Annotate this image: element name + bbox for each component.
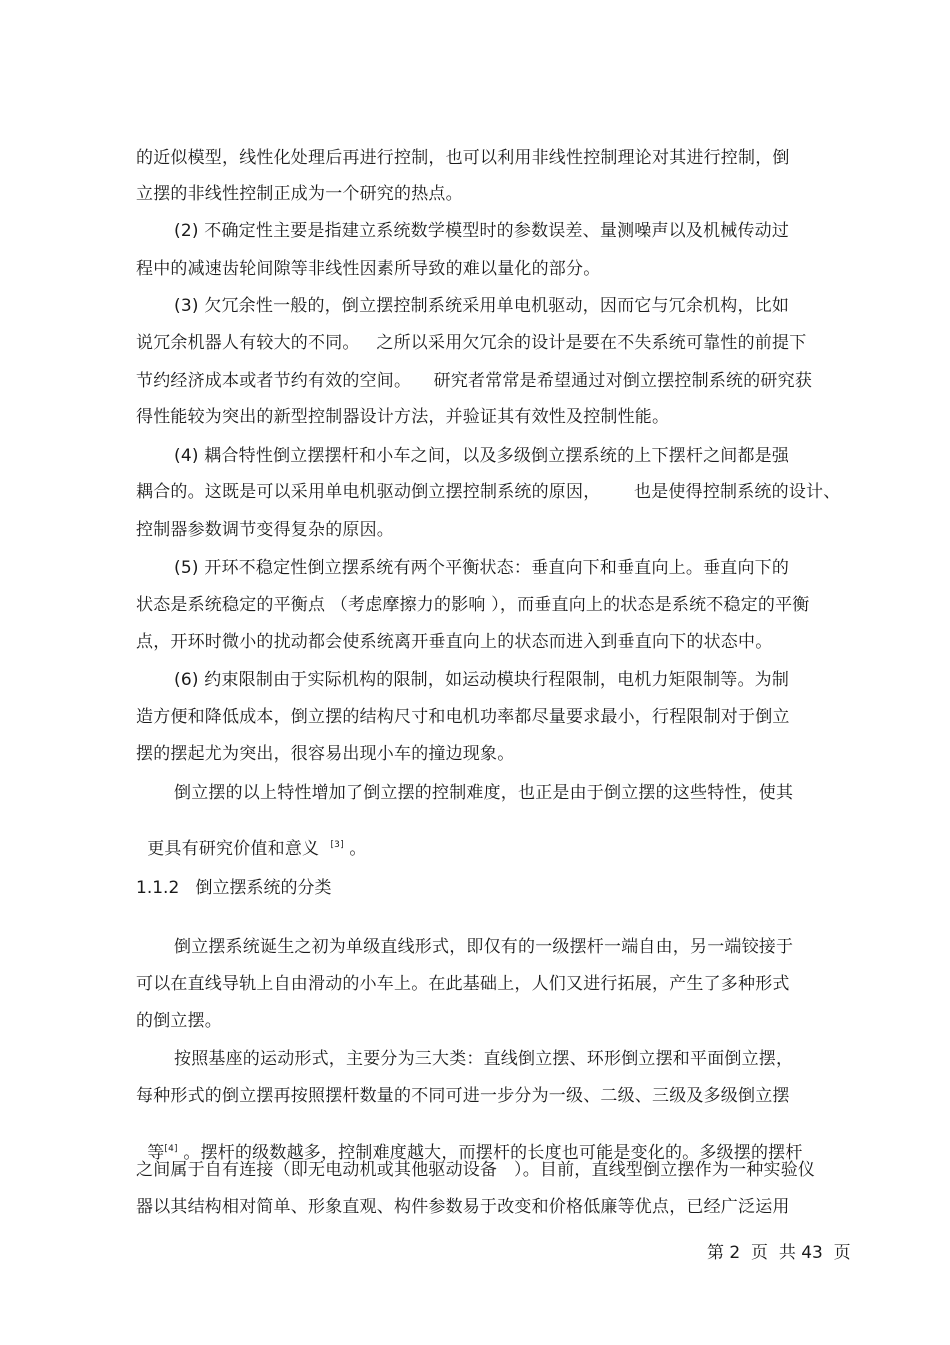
text-segment: 更具有研究价值和意义 [147, 839, 331, 859]
text-line: 之间属于自有连接（即无电动机或其他驱动设备 ）。目前，直线型倒立摆作为一种实验仪 [136, 1160, 816, 1180]
text-line: 摆的摆起尤为突出，很容易出现小车的撞边现象。 [136, 744, 515, 764]
text-line: 状态是系统稳定的平衡点 （考虑摩擦力的影响 ），而垂直向上的状态是系统不稳定的平衡 [136, 595, 810, 615]
text-line: 控制器参数调节变得复杂的原因。 [136, 520, 394, 540]
text-line: 器以其结构相对简单、形象直观、构件参数易于改变和价格低廉等优点，已经广泛运用 [136, 1197, 790, 1217]
text-line: (5) 开环不稳定性倒立摆系统有两个平衡状态：垂直向下和垂直向上。垂直向下的 [174, 558, 790, 578]
text-line-with-citation [136, 819, 367, 859]
text-segment: 等 [147, 1143, 165, 1163]
text-line: (4) 耦合特性倒立摆摆杆和小车之间，以及多级倒立摆系统的上下摆杆之间都是强 [174, 446, 790, 466]
text-line: 程中的减速齿轮间隙等非线性因素所导致的难以量化的部分。 [136, 259, 601, 279]
text-line: 节约经济成本或者节约有效的空间。 研究者常常是希望通过对倒立摆控制系统的研究获 [136, 371, 813, 391]
text-line: 每种形式的倒立摆再按照摆杆数量的不同可进一步分为一级、二级、三级及多级倒立摆 [136, 1086, 790, 1106]
page-number: 第 2 页 共 43 页 [707, 1243, 851, 1263]
text-line: 造方便和降低成本，倒立摆的结构尺寸和电机功率都尽量要求最小，行程限制对于倒立 [136, 707, 790, 727]
section-heading: 1.1.2 倒立摆系统的分类 [136, 878, 332, 898]
text-line: 倒立摆系统诞生之初为单级直线形式，即仅有的一级摆杆一端自由，另一端铰接于 [174, 937, 794, 957]
text-line: 倒立摆的以上特性增加了倒立摆的控制难度，也正是由于倒立摆的这些特性，使其 [174, 783, 794, 803]
text-line-with-citation [136, 1123, 803, 1163]
text-line: 按照基座的运动形式，主要分为三大类：直线倒立摆、环形倒立摆和平面倒立摆， [174, 1049, 794, 1069]
citation-ref: [4] [164, 1144, 178, 1154]
text-line: 立摆的非线性控制正成为一个研究的热点。 [136, 184, 463, 204]
text-line: (3) 欠冗余性一般的，倒立摆控制系统采用单电机驱动，因而它与冗余机构，比如 [174, 296, 790, 316]
text-line: (6) 约束限制由于实际机构的限制，如运动模块行程限制，电机力矩限制等。为制 [174, 670, 790, 690]
text-segment: 。摆杆的级数越多，控制难度越大，而摆杆的长度也可能是变化的。多级摆的摆杆 [177, 1143, 803, 1163]
text-line: 耦合的。这既是可以采用单电机驱动倒立摆控制系统的原因， 也是使得控制系统的设计、 [136, 482, 841, 502]
text-segment: 。 [343, 839, 367, 859]
text-line: 的倒立摆。 [136, 1011, 222, 1031]
text-line: 得性能较为突出的新型控制器设计方法，并验证其有效性及控制性能。 [136, 407, 670, 427]
text-line: 的近似模型，线性化处理后再进行控制，也可以利用非线性控制理论对其进行控制，倒 [136, 148, 790, 168]
text-line: 点，开环时微小的扰动都会使系统离开垂直向上的状态而进入到垂直向下的状态中。 [136, 632, 773, 652]
text-line: (2) 不确定性主要是指建立系统数学模型时的参数误差、量测噪声以及机械传动过 [174, 221, 790, 241]
text-line: 说冗余机器人有较大的不同。 之所以采用欠冗余的设计是要在不失系统可靠性的前提下 [136, 333, 807, 353]
citation-ref: [3] [330, 840, 344, 850]
text-line: 可以在直线导轨上自由滑动的小车上。在此基础上，人们又进行拓展，产生了多种形式 [136, 974, 790, 994]
